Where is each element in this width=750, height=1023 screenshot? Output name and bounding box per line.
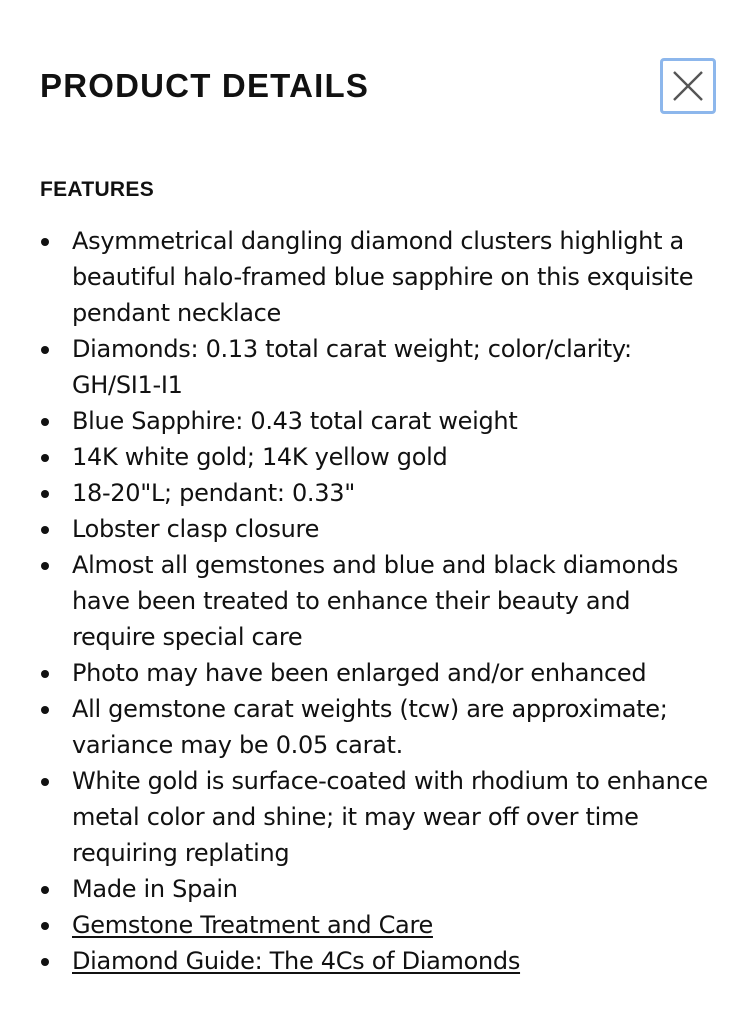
feature-text: Almost all gemstones and blue and black diamonds have been treated to enhance their beauty and require special care: [72, 551, 679, 651]
diamond-guide-link[interactable]: Diamond Guide: The 4Cs of Diamonds: [72, 947, 521, 975]
features-list: [40, 223, 710, 979]
bullet: [41, 418, 49, 426]
bullet: [41, 346, 49, 354]
product-details-header: [40, 64, 716, 120]
feature-text: Asymmetrical dangling diamond clusters highlight a beautiful halo-framed blue sapphire on this exquisite pendant necklace: [72, 227, 694, 327]
list-item: [40, 511, 710, 547]
feature-text: 18-20"L; pendant: 0.33": [72, 479, 355, 507]
close-icon: [671, 69, 705, 103]
feature-text: Made in Spain: [72, 875, 238, 903]
list-item: [40, 439, 710, 475]
list-item: [40, 655, 710, 691]
page-title: PRODUCT DETAILS: [40, 67, 370, 104]
list-item: [40, 907, 710, 943]
feature-text: White gold is surface-coated with rhodium to enhance metal color and shine; it may wear off over time requiring replating: [72, 767, 708, 867]
bullet: [41, 490, 49, 498]
list-item: [40, 331, 710, 403]
bullet: [41, 238, 49, 246]
bullet: [41, 526, 49, 534]
list-item: [40, 223, 710, 331]
feature-text: 14K white gold; 14K yellow gold: [72, 443, 448, 471]
gemstone-treatment-link[interactable]: Gemstone Treatment and Care: [72, 911, 433, 939]
list-item: [40, 475, 710, 511]
bullet: [41, 454, 49, 462]
bullet: [41, 670, 49, 678]
feature-text: Blue Sapphire: 0.43 total carat weight: [72, 407, 518, 435]
list-item: [40, 547, 710, 655]
bullet: [41, 706, 49, 714]
list-item: [40, 871, 710, 907]
list-item: [40, 691, 710, 763]
bullet: [41, 562, 49, 570]
bullet: [41, 958, 49, 966]
feature-text: Diamonds: 0.13 total carat weight; color/clarity: GH/SI1-I1: [72, 335, 632, 399]
features-heading: FEATURES: [40, 178, 155, 201]
close-button[interactable]: [660, 58, 716, 114]
list-item: [40, 763, 710, 871]
bullet: [41, 778, 49, 786]
feature-text: Photo may have been enlarged and/or enhanced: [72, 659, 647, 687]
list-item: [40, 943, 710, 979]
feature-text: All gemstone carat weights (tcw) are approximate; variance may be 0.05 carat.: [72, 695, 668, 759]
list-item: [40, 403, 710, 439]
bullet: [41, 922, 49, 930]
feature-text: Lobster clasp closure: [72, 515, 320, 543]
bullet: [41, 886, 49, 894]
